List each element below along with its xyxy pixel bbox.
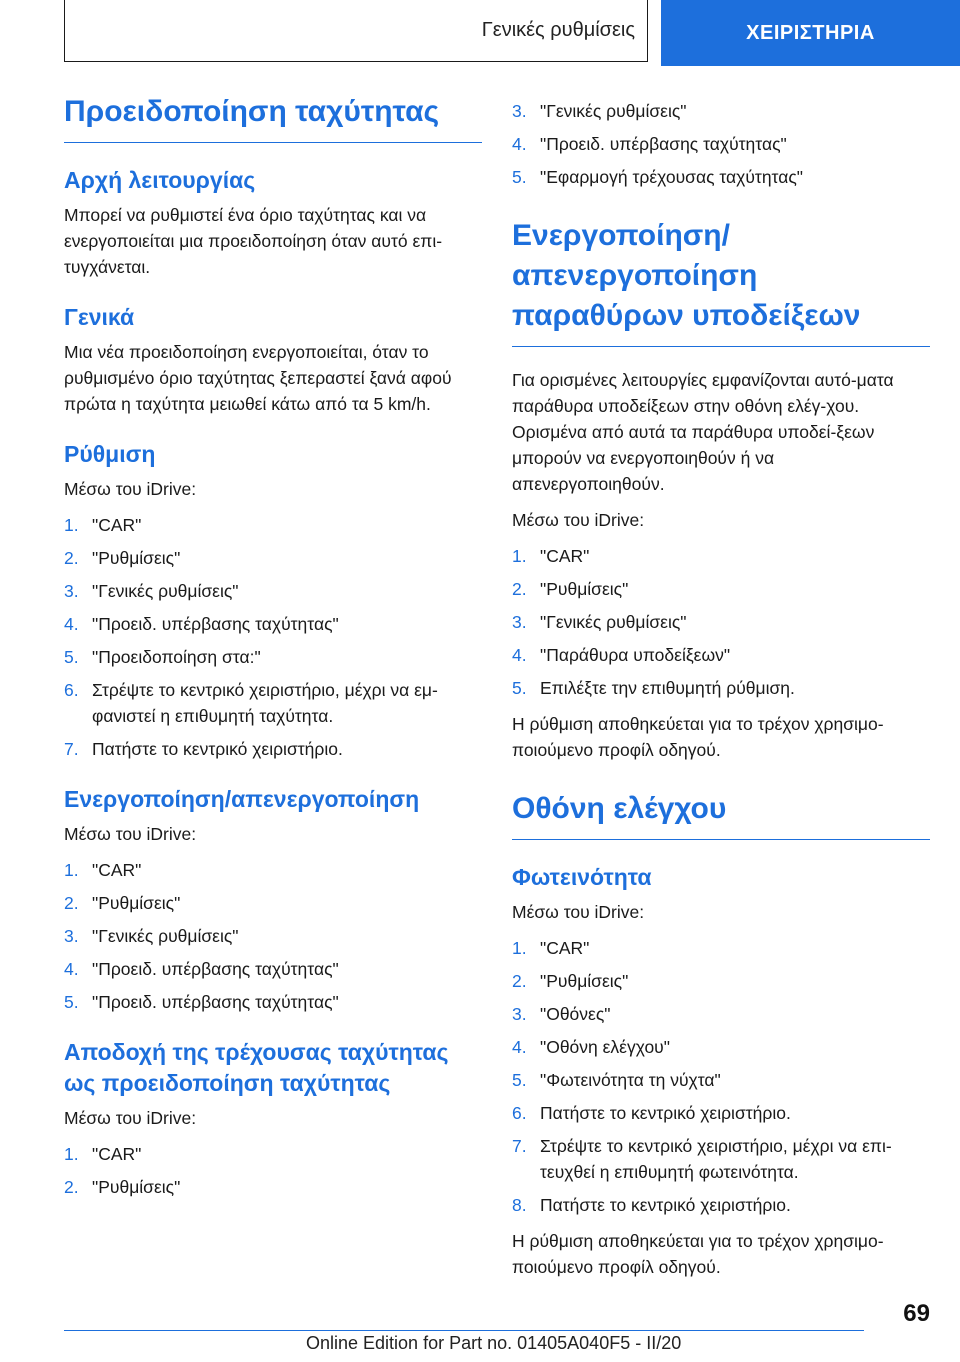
footer-divider (64, 1330, 864, 1331)
brightness-intro: Μέσω του iDrive: (512, 902, 645, 922)
popups-text: Για ορισμένες λειτουργίες εμφανίζονται αυτό-ματα παράθυρα υποδείξεων στην οθόνη ελέγ-χου. Ορισμένα από αυτά τα παράθυρα υποδεί-ξεων μπορούν να ενεργοποιηθούν ή να απενεργοποιηθούν. (512, 370, 894, 494)
adopt-speed-steps (64, 1141, 482, 1200)
popups-steps (512, 543, 930, 701)
list-item: 3. "Γενικές ρυθμίσεις" (512, 101, 687, 121)
activation-steps (64, 857, 482, 1015)
left-column (64, 92, 482, 1222)
brightness-steps (512, 935, 930, 1218)
list-item: 4. "Προειδ. υπέρβασης ταχύτητας" (64, 959, 339, 979)
list-item: 5. Επιλέξτε την επιθυμητή ρύθμιση. (512, 678, 795, 698)
right-column (512, 98, 930, 1302)
setting-section (64, 439, 482, 762)
list-item: 5. "Φωτεινότητα τη νύχτα" (512, 1070, 721, 1090)
popups-note: Η ρύθμιση αποθηκεύεται για το τρέχον χρησιμο-ποιούμενο προφίλ οδηγού. (512, 714, 884, 760)
adopt-speed-intro: Μέσω του iDrive: (64, 1108, 197, 1128)
header-section-title: Γενικές ρυθμίσεις (481, 19, 635, 41)
section-title-speed-warning: Προειδοποίηση ταχύτητας (64, 92, 482, 143)
general-section (64, 302, 482, 417)
setting-heading: Ρύθμιση (64, 441, 156, 467)
list-item: 2. "Ρυθμίσεις" (512, 579, 629, 599)
list-item: 2. "Ρυθμίσεις" (512, 971, 629, 991)
brightness-section (512, 862, 930, 1280)
adopt-speed-steps-continued (512, 98, 930, 190)
list-item: 1. "CAR" (512, 546, 590, 566)
list-item: 4. "Προειδ. υπέρβασης ταχύτητας" (512, 134, 787, 154)
list-item: 4. "Οθόνη ελέγχου" (512, 1037, 670, 1057)
brightness-heading: Φωτεινότητα (512, 864, 652, 890)
list-item: 5. "Προειδοποίηση στα:" (64, 647, 261, 667)
activation-heading: Ενεργοποίηση/απενεργοποίηση (64, 786, 420, 812)
header-section-box (64, 0, 648, 62)
list-item: 6. Στρέψτε το κεντρικό χειριστήριο, μέχρι να εμ-φανιστεί η επιθυμητή ταχύτητα. (64, 680, 438, 726)
list-item: 6. Πατήστε το κεντρικό χειριστήριο. (512, 1103, 791, 1123)
principle-heading: Αρχή λειτουργίας (64, 167, 256, 193)
list-item: 1. "CAR" (512, 938, 590, 958)
list-item: 4. "Προειδ. υπέρβασης ταχύτητας" (64, 614, 339, 634)
setting-intro: Μέσω του iDrive: (64, 479, 197, 499)
popups-intro: Μέσω του iDrive: (512, 510, 645, 530)
list-item: 3. "Γενικές ρυθμίσεις" (512, 612, 687, 632)
list-item: 7. Πατήστε το κεντρικό χειριστήριο. (64, 739, 343, 759)
popups-section (512, 367, 930, 763)
list-item: 8. Πατήστε το κεντρικό χειριστήριο. (512, 1195, 791, 1215)
adopt-speed-section (64, 1037, 482, 1200)
list-item: 3. "Γενικές ρυθμίσεις" (64, 581, 239, 601)
list-item: 3. "Οθόνες" (512, 1004, 611, 1024)
header-chapter-label: ΧΕΙΡΙΣΤΗΡΙΑ (746, 21, 875, 44)
brightness-note: Η ρύθμιση αποθηκεύεται για το τρέχον χρησιμο-ποιούμενο προφίλ οδηγού. (512, 1231, 884, 1277)
list-item: 2. "Ρυθμίσεις" (64, 1177, 181, 1197)
section-title-control-display: Οθόνη ελέγχου (512, 789, 930, 840)
header-chapter-tab[interactable] (661, 0, 960, 66)
principle-section (64, 165, 482, 280)
list-item: 5. "Προειδ. υπέρβασης ταχύτητας" (64, 992, 339, 1012)
list-item: 4. "Παράθυρα υποδείξεων" (512, 645, 731, 665)
list-item: 1. "CAR" (64, 1144, 142, 1164)
general-text: Μια νέα προειδοποίηση ενεργοποιείται, όταν το ρυθμισμένο όριο ταχύτητας ξεπεραστεί ξανά αφού πρώτα η ταχύτητα μειωθεί κάτω από τα 5 km/h. (64, 342, 452, 414)
general-heading: Γενικά (64, 304, 135, 330)
activation-section (64, 784, 482, 1015)
list-item: 2. "Ρυθμίσεις" (64, 548, 181, 568)
section-title-popups: Ενεργοποίηση/ απενεργοποίηση παραθύρων υποδείξεων (512, 216, 930, 347)
setting-steps (64, 512, 482, 762)
list-item: 3. "Γενικές ρυθμίσεις" (64, 926, 239, 946)
list-item: 2. "Ρυθμίσεις" (64, 893, 181, 913)
list-item: 1. "CAR" (64, 860, 142, 880)
activation-intro: Μέσω του iDrive: (64, 824, 197, 844)
list-item: 7. Στρέψτε το κεντρικό χειριστήριο, μέχρι να επι-τευχθεί η επιθυμητή φωτεινότητα. (512, 1136, 892, 1182)
page-number: 69 (903, 1300, 930, 1327)
list-item: 1. "CAR" (64, 515, 142, 535)
principle-text: Μπορεί να ρυθμιστεί ένα όριο ταχύτητας και να ενεργοποιείται μια προειδοποίηση όταν αυτό επι-τυγχάνεται. (64, 205, 443, 277)
footer-edition: Online Edition for Part no. 01405A040F5 - II/20 (306, 1333, 682, 1353)
list-item: 5. "Εφαρμογή τρέχουσας ταχύτητας" (512, 167, 803, 187)
adopt-speed-heading: Αποδοχή της τρέχουσας ταχύτητας ως προειδοποίηση ταχύτητας (64, 1039, 449, 1096)
